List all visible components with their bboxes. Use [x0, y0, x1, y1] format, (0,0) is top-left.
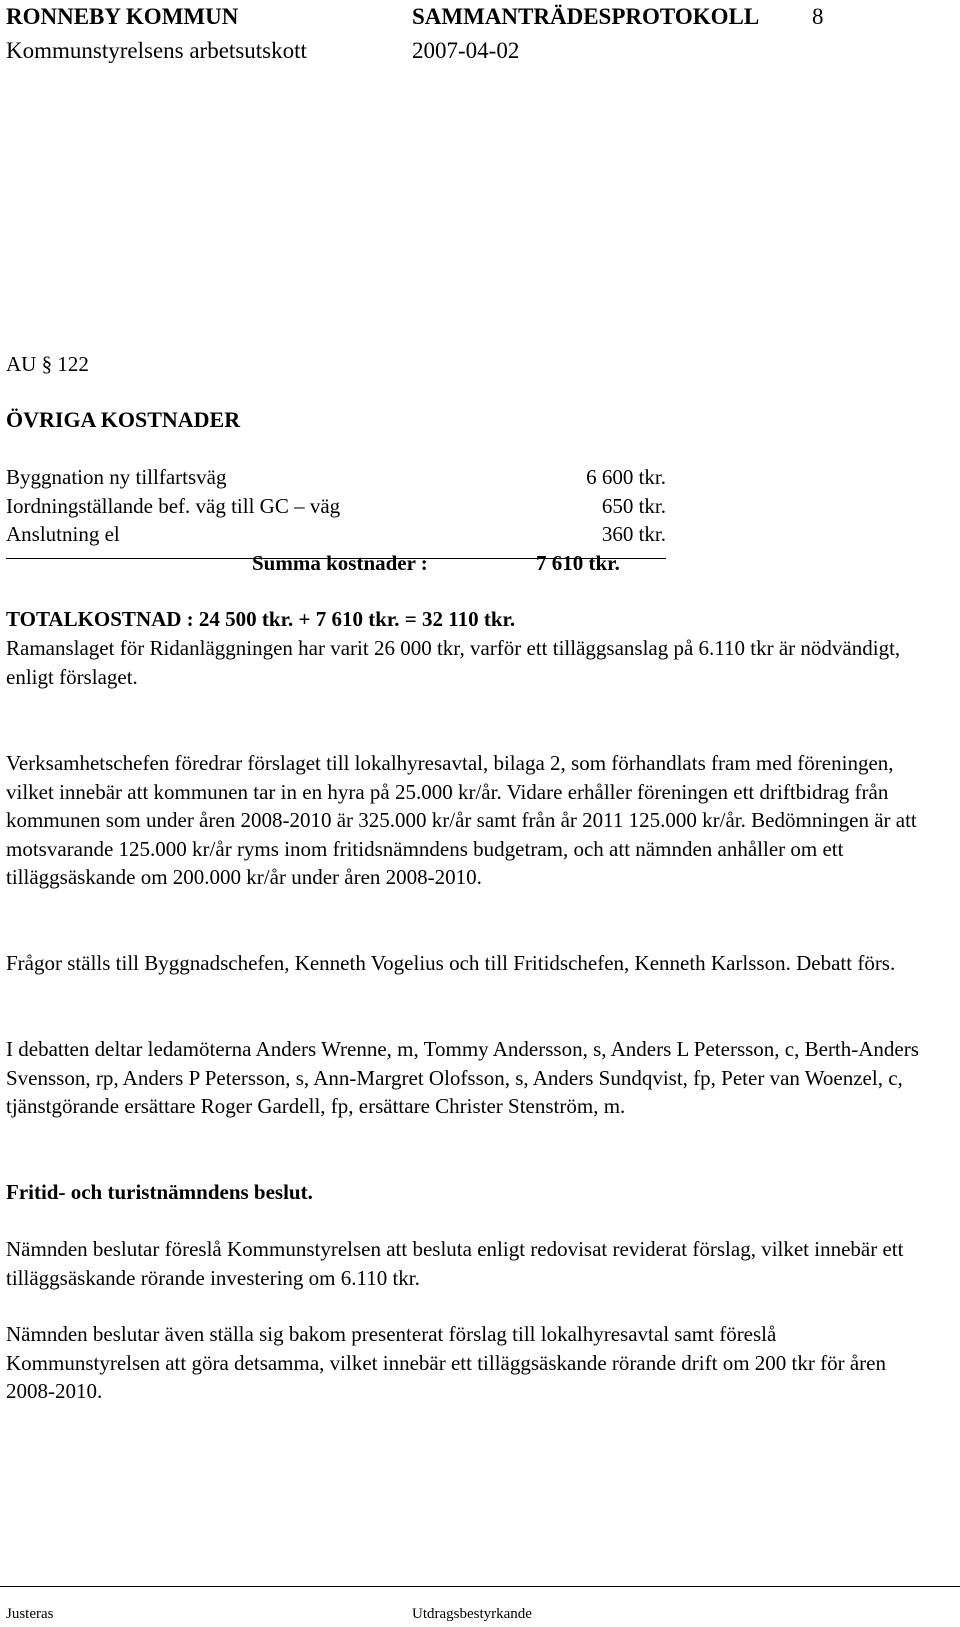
paragraph-lease: Verksamhetschefen föredrar förslaget till lokalhyresavtal, bilaga 2, som förhandlats fram med föreningen, vilket innebär att kommunen tar in en hyra på 25.000 kr/år. Vidare erhåller föreningen ett driftbidrag från kommunen som under åren 2008-2010 är 325.000 kr/år samt från år 2011 125.000 kr/år. Bedömningen är att motsvarande 125.000 kr/år ryms inom fritidsnämndens budgetram, och att nämnden anhåller om ett tilläggsäskande om 200.000 kr/år under åren 2008-2010. — [6, 751, 917, 889]
paragraph-decision-operation: Nämnden beslutar även ställa sig bakom presenterat förslag till lokalhyresavtal samt föreslå Kommunstyrelsen att göra detsamma, vilket innebär ett tilläggsäskande rörande drift om 200 tkr för åren 2008-2010. — [6, 1322, 886, 1403]
cost-row — [6, 520, 666, 548]
cost-amount: 650 tkr. — [601, 494, 666, 518]
paragraph-decision-investment: Nämnden beslutar föreslå Kommunstyrelsen att besluta enligt redovisat reviderat förslag, vilket innebär ett tilläggsäskande rörande investering om 6.110 tkr. — [6, 1237, 904, 1290]
sum-label: Summa kostnader : — [252, 551, 428, 575]
cost-row — [6, 492, 666, 520]
footer-utdragsbestyrkande: Utdragsbestyrkande — [412, 1606, 532, 1622]
cost-row — [6, 463, 666, 491]
total-cost: TOTALKOSTNAD : 24 500 tkr. + 7 610 tkr. = 32 110 tkr. — [6, 607, 516, 631]
page-number: 8 — [812, 4, 824, 29]
sum-amount: 7 610 tkr. — [536, 551, 620, 575]
paragraph-debate: I debatten deltar ledamöterna Anders Wrenne, m, Tommy Andersson, s, Anders L Petersson, c, Berth-Anders Svensson, rp, Anders P Petersson, s, Ann-Margret Olofsson, s, Anders Sundqvist, fp, Peter van Woenzel, c, tjänstgörande ersättare Roger Gardell, fp, ersättare Christer Stenström, m. — [6, 1037, 919, 1118]
decision-heading: Fritid- och turistnämndens beslut. — [6, 1180, 313, 1204]
section-reference: AU § 122 — [6, 352, 89, 376]
paragraph-questions: Frågor ställs till Byggnadschefen, Kenneth Vogelius och till Fritidschefen, Kenneth Karlsson. Debatt förs. — [6, 951, 896, 975]
meeting-date: 2007-04-02 — [412, 38, 520, 63]
cost-label: Anslutning el — [6, 522, 120, 546]
cost-label: Iordningställande bef. väg till GC – väg — [6, 494, 341, 518]
cost-amount: 6 600 tkr. — [586, 465, 666, 489]
footer-justeras: Justeras — [6, 1606, 54, 1622]
org-name: RONNEBY KOMMUN — [6, 4, 239, 29]
cost-label: Byggnation ny tillfartsväg — [6, 465, 227, 489]
committee-name: Kommunstyrelsens arbetsutskott — [6, 38, 307, 63]
section-heading: ÖVRIGA KOSTNADER — [6, 407, 241, 432]
paragraph-budget: Ramanslaget för Ridanläggningen har varit 26 000 tkr, varför ett tilläggsanslag på 6.110 tkr är nödvändigt, enligt förslaget. — [6, 636, 901, 689]
footer-divider — [0, 1586, 960, 1587]
document-title: SAMMANTRÄDESPROTOKOLL — [412, 4, 760, 29]
cost-amount: 360 tkr. — [601, 522, 666, 546]
